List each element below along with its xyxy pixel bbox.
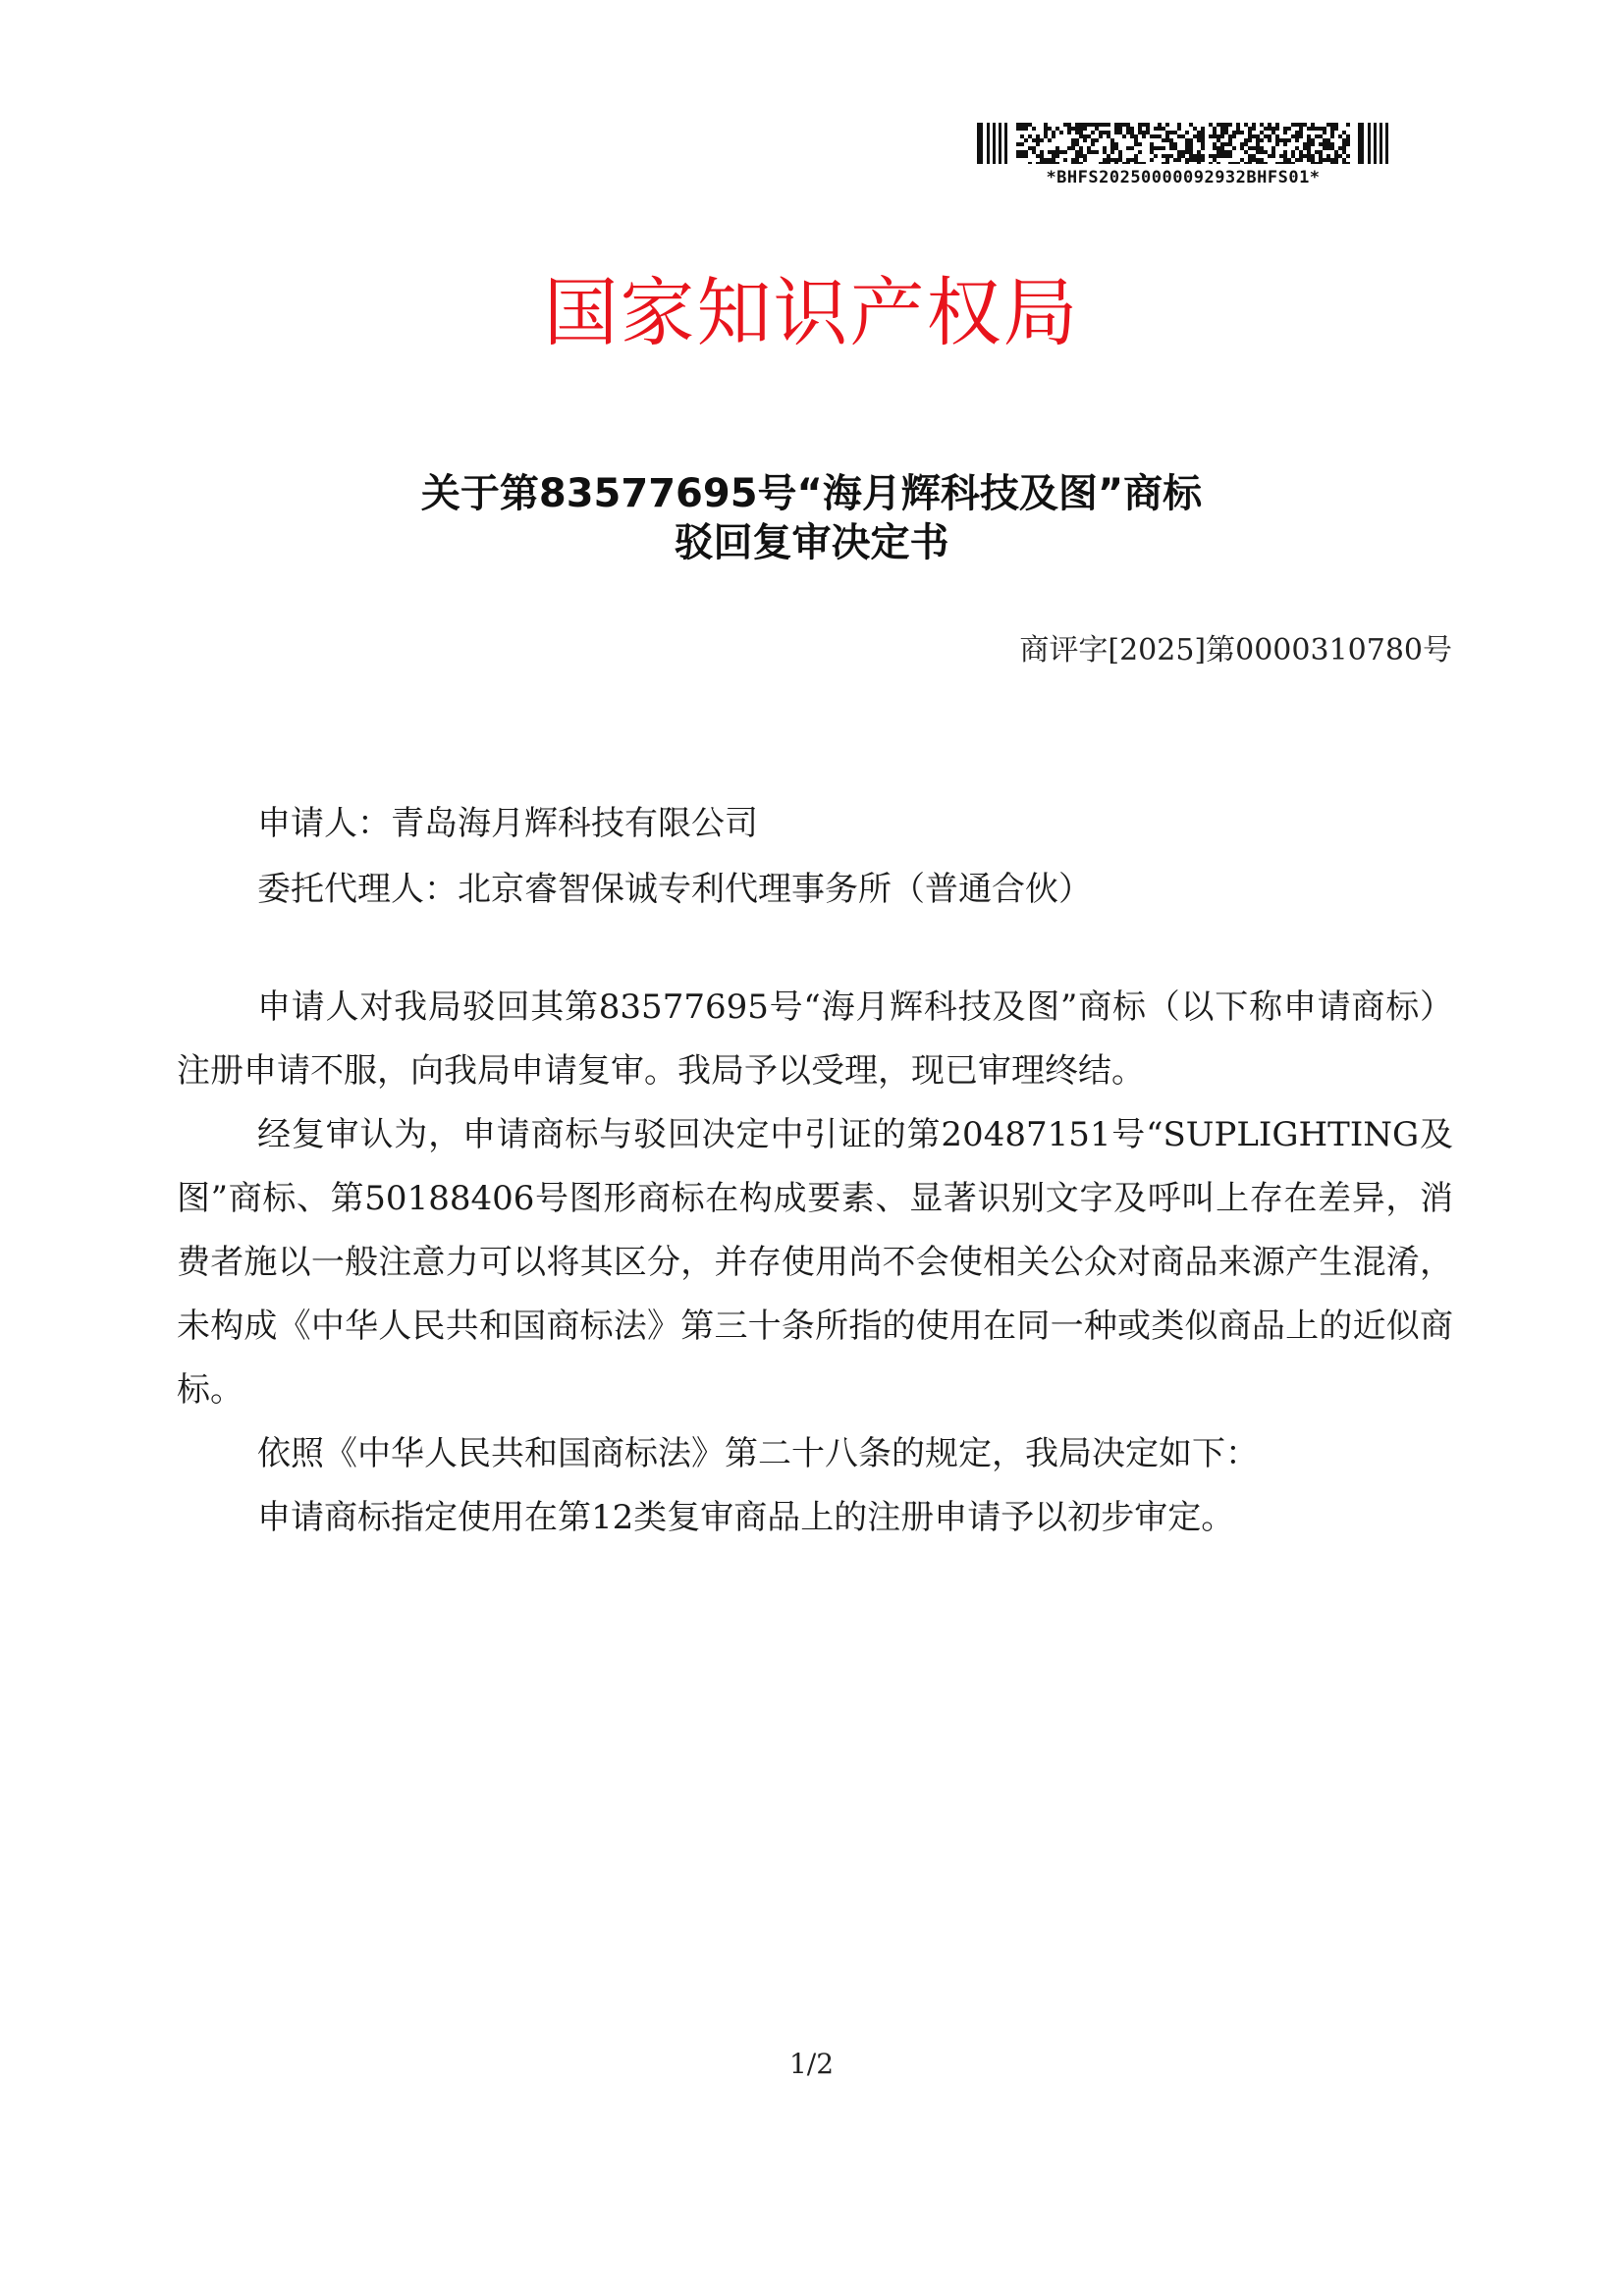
title-line-2: 驳回复审决定书 [674, 520, 949, 565]
parties-block [257, 791, 1092, 923]
document-number: 商评字[2025]第0000310780号 [1019, 633, 1452, 667]
barcode-text: *BHFS20250000092932BHFS01* [1046, 168, 1321, 187]
body-paragraph-1: 申请人对我局驳回其第83577695号“海月辉科技及图”商标（以下称申请商标）注册申请不服，向我局申请复审。我局予以受理，现已审理终结。 [177, 988, 1453, 1091]
body-paragraph-4: 申请商标指定使用在第12类复审商品上的注册申请予以初步审定。 [257, 1498, 1235, 1537]
document-title [0, 469, 1623, 567]
agency-name: 国家知识产权局 [543, 269, 1080, 356]
barcode-graphic [977, 123, 1389, 164]
title-line-1: 关于第83577695号“海月辉科技及图”商标 [420, 471, 1203, 516]
page-number: 1/2 [788, 2048, 835, 2080]
applicant-line: 申请人：青岛海月辉科技有限公司 [257, 804, 758, 843]
body-paragraph-3: 依照《中华人民共和国商标法》第二十八条的规定，我局决定如下： [257, 1434, 1259, 1473]
barcode [977, 123, 1389, 187]
agent-line: 委托代理人：北京睿智保诚专利代理事务所（普通合伙） [257, 870, 1092, 909]
decision-body [177, 976, 1453, 1550]
body-paragraph-2: 经复审认为，申请商标与驳回决定中引证的第20487151号“SUPLIGHTING及图”商标、第50188406号图形商标在构成要素、显著识别文字及呼叫上存在差异，消费者施以一般注意力可以将其区分，并存使用尚不会使相关公众对商品来源产生混淆，未构成《中华人民共和国商标法》第三十条所指的使用在同一种或类似商品上的近似商标。 [177, 1115, 1453, 1410]
